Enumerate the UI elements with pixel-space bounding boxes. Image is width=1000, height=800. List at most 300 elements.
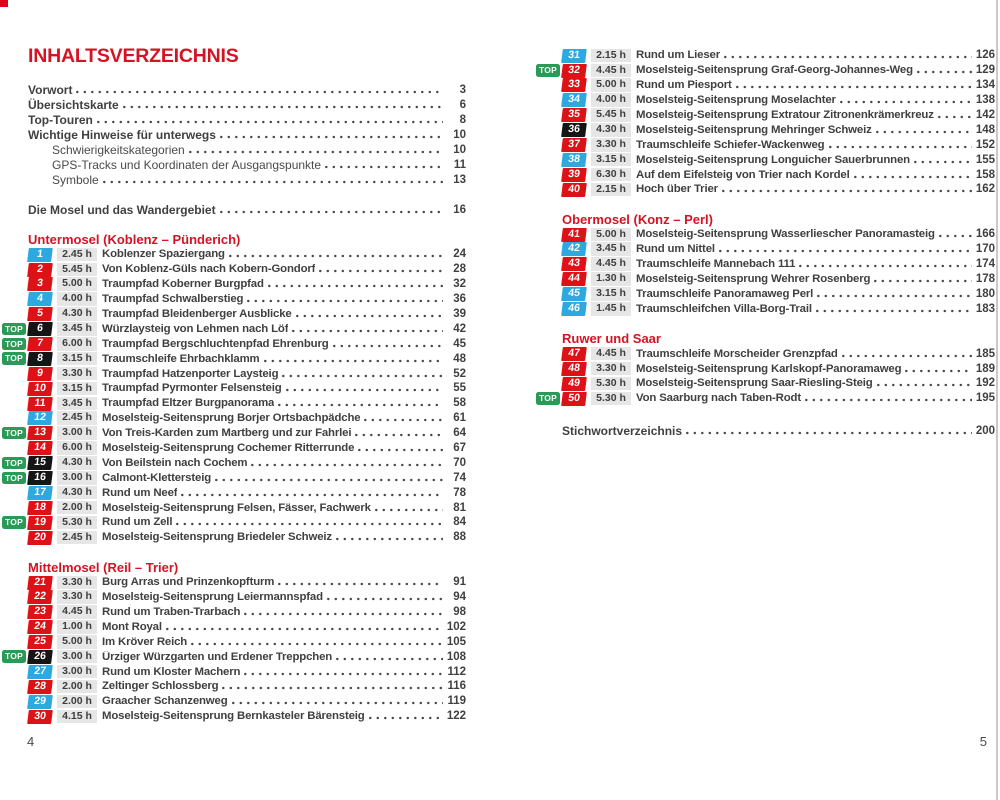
tour-number-badge: 26 <box>27 650 53 664</box>
frontmatter-label: Übersichtskarte <box>28 97 119 112</box>
dot-leader <box>292 329 443 333</box>
tour-title: Auf dem Eifelsteig von Trier nach Kordel <box>636 168 850 181</box>
tour-title: Koblenzer Spaziergang <box>102 248 225 261</box>
left-page-number: 4 <box>27 734 35 749</box>
page-number: 189 <box>975 362 995 375</box>
tour-duration: 5.00 h <box>591 228 631 242</box>
tour-row <box>2 366 466 381</box>
tour-title: Moselsteig-Seitensprung Briedeler Schweiz <box>102 531 332 544</box>
tour-title: Rund um Lieser <box>636 49 720 62</box>
tour-title: Traumpfad Schwalberstieg <box>102 293 244 306</box>
tour-number-badge: 12 <box>27 411 53 425</box>
top-badge-slot <box>2 457 28 470</box>
tour-title: Traumschleifchen Villa-Borg-Trail <box>636 302 812 315</box>
tour-title: Traumschleife Panoramaweg Perl <box>636 287 814 300</box>
frontmatter-label: Top-Touren <box>28 112 93 127</box>
tour-title: Traumpfad Bleidenberger Ausblicke <box>102 308 292 320</box>
tour-row <box>536 48 995 63</box>
page-number: 10 <box>453 143 466 156</box>
dot-leader <box>296 314 443 318</box>
tour-number-badge: 49 <box>561 377 587 391</box>
tour-title: Traumpfad Koberner Burgpfad <box>102 278 264 291</box>
tour-number-badge: 23 <box>27 605 53 619</box>
page-number: 3 <box>459 83 466 96</box>
tour-duration: 4.00 h <box>591 93 631 107</box>
frontmatter-label: Vorwort <box>28 82 73 97</box>
tour-duration: 3.15 h <box>591 153 631 167</box>
dot-leader <box>799 264 972 268</box>
tour-title: Moselsteig-Seitensprung Graf-Georg-Johannes-Weg <box>636 64 913 77</box>
dot-leader <box>191 642 443 646</box>
tour-title: Von Beilstein nach Cochem <box>102 456 248 469</box>
tour-duration: 2.00 h <box>57 501 97 515</box>
frontmatter-label: Symbole <box>52 172 99 187</box>
tour-title: Rund um Nittel <box>636 243 715 256</box>
tour-title: Burg Arras und Prinzenkopfturm <box>102 576 275 589</box>
page-number: 192 <box>975 377 995 390</box>
page-number: 52 <box>453 367 466 380</box>
top-badge: TOP <box>536 64 560 77</box>
tour-number-badge: 22 <box>27 590 53 604</box>
tour-duration: 4.45 h <box>591 64 631 78</box>
tour-row <box>2 709 466 724</box>
page-number: 102 <box>446 620 466 633</box>
tour-title: Traumschleife Mannebach 111 <box>636 258 796 271</box>
page-number: 13 <box>453 173 466 186</box>
page-number: 142 <box>975 109 995 121</box>
toc-entry-row <box>28 112 466 127</box>
tour-duration: 3.00 h <box>57 471 97 485</box>
dot-leader <box>355 433 443 437</box>
tour-row <box>2 485 466 500</box>
tour-title: Moselsteig-Seitensprung Cochemer Ritterrunde <box>102 442 355 455</box>
tour-duration: 3.15 h <box>57 382 97 396</box>
tour-title: Traumpfad Hatzenporter Laysteig <box>102 367 279 380</box>
page-number: 61 <box>453 412 466 425</box>
page-number: 162 <box>975 183 995 196</box>
tour-row <box>2 619 466 634</box>
page-number: 24 <box>453 248 466 261</box>
tour-title: Moselsteig-Seitensprung Wasserliescher Panoramasteig <box>636 228 935 241</box>
backmatter-label: Stichwortverzeichnis <box>562 424 683 439</box>
tour-duration: 4.15 h <box>57 710 97 724</box>
dot-leader <box>282 374 443 378</box>
tour-number-badge: 28 <box>27 680 53 694</box>
tour-duration: 4.00 h <box>57 292 97 306</box>
top-badge-slot <box>2 338 28 351</box>
tour-duration: 6.00 h <box>57 441 97 455</box>
dot-leader <box>76 90 443 94</box>
right-sections <box>536 48 995 406</box>
top-badge: TOP <box>2 352 26 365</box>
top-badge: TOP <box>2 427 26 440</box>
tour-title: Moselsteig-Seitensprung Extratour Zitronenkrämerkreuz <box>636 109 934 121</box>
backmatter-list <box>562 424 995 439</box>
tour-title: Rund um Zell <box>102 516 173 529</box>
page-number: 98 <box>453 606 466 619</box>
dot-leader <box>232 701 443 705</box>
section-heading: Obermosel (Konz – Perl) <box>562 211 713 227</box>
tour-duration: 6.30 h <box>591 168 631 182</box>
toc-entry-row <box>28 97 466 112</box>
page-number: 180 <box>975 287 995 300</box>
tour-number-badge: 13 <box>27 426 53 440</box>
tour-duration: 3.45 h <box>57 397 97 411</box>
tour-row <box>2 530 466 545</box>
tour-row <box>536 376 995 391</box>
page-number: 91 <box>453 576 466 589</box>
tour-duration: 6.00 h <box>57 337 97 351</box>
dot-leader <box>829 145 973 149</box>
tour-title: Zeltinger Schlossberg <box>102 680 219 693</box>
tour-title: Von Treis-Karden zum Martberg und zur Fahrlei <box>102 427 352 440</box>
tour-number-badge: 7 <box>27 337 53 351</box>
page-number: 126 <box>975 49 995 62</box>
tour-number-badge: 10 <box>27 382 53 396</box>
top-badge-slot <box>2 352 28 365</box>
tour-title: Moselsteig-Seitensprung Felsen, Fässer, Fachwerk <box>102 501 371 514</box>
top-badge-slot <box>536 392 562 405</box>
page-number: 88 <box>453 531 466 544</box>
tour-number-badge: 32 <box>561 64 587 78</box>
tour-row <box>536 286 995 301</box>
tour-duration: 4.45 h <box>591 347 631 361</box>
tour-duration: 2.45 h <box>57 248 97 262</box>
tour-duration: 4.45 h <box>57 605 97 619</box>
tour-row <box>536 63 995 78</box>
dot-leader <box>278 403 443 407</box>
page-number: 105 <box>446 635 466 648</box>
tour-title: Traumpfad Pyrmonter Felsensteig <box>102 382 282 395</box>
tour-number-badge: 39 <box>561 168 587 182</box>
tour-row <box>536 242 995 257</box>
page-number: 42 <box>453 322 466 335</box>
toc-entry-row <box>28 82 466 97</box>
tour-duration: 1.45 h <box>591 302 631 316</box>
tour-number-badge: 48 <box>561 362 587 376</box>
frontmatter-label: Wichtige Hinweise für unterwegs <box>28 127 216 142</box>
tour-row <box>2 605 466 620</box>
tour-duration: 5.00 h <box>57 635 97 649</box>
tour-number-badge: 25 <box>27 635 53 649</box>
tour-number-badge: 31 <box>561 49 587 63</box>
tour-duration: 4.45 h <box>591 257 631 271</box>
dot-leader <box>244 612 443 616</box>
dot-leader <box>369 716 443 720</box>
tour-row <box>536 152 995 167</box>
dot-leader <box>876 130 972 134</box>
page-number: 134 <box>975 79 995 92</box>
tour-row <box>536 78 995 93</box>
frontmatter-label: Schwierigkeitskategorien <box>52 142 185 157</box>
tour-number-badge: 17 <box>27 486 53 500</box>
tour-number-badge: 5 <box>27 307 53 321</box>
section-heading: Mittelmosel (Reil – Trier) <box>28 559 179 575</box>
dot-leader <box>166 627 443 631</box>
page-number: 94 <box>453 591 466 604</box>
top-badge: TOP <box>2 472 26 485</box>
dot-leader <box>319 269 443 273</box>
tour-title: Im Kröver Reich <box>102 635 188 648</box>
dot-leader <box>840 100 972 104</box>
page-number: 116 <box>447 680 466 693</box>
tour-title: Traumschleife Morscheider Grenzpfad <box>636 347 838 360</box>
tour-title: Moselsteig-Seitensprung Longuicher Sauerbrunnen <box>636 153 910 166</box>
page-number: 81 <box>453 501 466 514</box>
dot-leader <box>917 70 972 74</box>
tour-row <box>2 694 466 709</box>
dot-leader <box>103 180 443 184</box>
tour-title: Traumschleife Schiefer-Wackenweg <box>636 138 825 151</box>
tour-title: Moselsteig-Seitensprung Bernkasteler Bärensteig <box>102 710 365 723</box>
tour-duration: 3.30 h <box>591 138 631 152</box>
tour-duration: 3.30 h <box>57 576 97 590</box>
tour-duration: 2.00 h <box>57 695 97 709</box>
dot-leader <box>176 522 443 526</box>
page-number: 58 <box>453 397 466 410</box>
tour-number-badge: 3 <box>27 277 53 291</box>
tour-number-badge: 40 <box>561 183 587 197</box>
tour-row <box>2 396 466 411</box>
tour-title: Moselsteig-Seitensprung Wehrer Rosenberg <box>636 273 871 286</box>
tour-title: Hoch über Trier <box>636 183 718 196</box>
dot-leader <box>817 294 972 298</box>
dot-leader <box>736 85 972 89</box>
page-number: 129 <box>975 64 995 77</box>
dot-leader <box>325 165 443 169</box>
dot-leader <box>805 398 972 402</box>
frontmatter-label: Die Mosel und das Wandergebiet <box>28 202 216 217</box>
top-badge-slot <box>2 472 28 485</box>
dot-leader <box>724 55 972 59</box>
section-heading: Ruwer und Saar <box>562 331 661 347</box>
page-number: 67 <box>453 442 466 455</box>
tour-number-badge: 15 <box>27 456 53 470</box>
tour-number-badge: 37 <box>561 138 587 152</box>
toc-entry-row <box>28 172 466 187</box>
dot-leader <box>220 135 443 139</box>
dot-leader <box>229 254 443 258</box>
tour-row <box>2 649 466 664</box>
dot-leader <box>905 369 972 373</box>
tour-number-badge: 36 <box>561 123 587 137</box>
page-number: 32 <box>453 278 466 291</box>
tour-number-badge: 6 <box>27 322 53 336</box>
tour-duration: 2.45 h <box>57 531 97 545</box>
page-number: 10 <box>453 128 466 141</box>
tour-number-badge: 42 <box>561 242 587 256</box>
dot-leader <box>97 120 443 124</box>
tour-number-badge: 8 <box>27 352 53 366</box>
tour-row <box>2 381 466 396</box>
tour-title: Moselsteig-Seitensprung Leiermannspfad <box>102 591 323 604</box>
tour-title: Würzlaysteig von Lehmen nach Löf <box>102 322 289 335</box>
tour-title: Von Koblenz-Güls nach Kobern-Gondorf <box>102 263 316 276</box>
tour-number-badge: 18 <box>27 501 53 515</box>
tour-row <box>536 257 995 272</box>
dot-leader <box>123 105 443 109</box>
page-number: 158 <box>975 168 995 181</box>
toc-entry-row <box>28 127 466 142</box>
tour-title: Rund um Kloster Machern <box>102 665 241 678</box>
tour-number-badge: 1 <box>27 248 53 262</box>
tour-title: Calmont-Klettersteig <box>102 471 212 484</box>
dot-leader <box>189 150 443 154</box>
tour-title: Moselsteig-Seitensprung Borjer Ortsbachpädche <box>102 412 361 425</box>
top-badge-slot <box>2 650 28 663</box>
tour-duration: 5.30 h <box>591 392 631 406</box>
tour-row <box>2 411 466 426</box>
frontmatter-list <box>28 82 466 217</box>
tour-row <box>2 321 466 336</box>
toc-entry-row <box>28 142 466 157</box>
tour-row <box>536 227 995 242</box>
dot-leader <box>842 354 972 358</box>
left-sections <box>2 232 466 724</box>
dot-leader <box>719 249 972 253</box>
tour-row <box>2 277 466 292</box>
tour-row <box>2 292 466 307</box>
tour-row <box>536 346 995 361</box>
toc-entry-row <box>28 157 466 172</box>
tour-row <box>2 664 466 679</box>
dot-leader <box>336 657 443 661</box>
tour-row <box>536 122 995 137</box>
page-number: 112 <box>447 665 466 678</box>
tour-title: Moselsteig-Seitensprung Moselachter <box>636 94 836 107</box>
left-page-column <box>2 0 466 724</box>
page-number: 74 <box>453 471 466 484</box>
tour-duration: 4.30 h <box>591 123 631 137</box>
tour-title: Von Saarburg nach Taben-Rodt <box>636 392 801 405</box>
tour-number-badge: 19 <box>27 516 53 530</box>
page-number: 78 <box>453 486 466 499</box>
page-number: 70 <box>453 456 466 469</box>
tour-title: Mont Royal <box>102 620 162 633</box>
tour-duration: 3.45 h <box>591 242 631 256</box>
tour-number-badge: 24 <box>27 620 53 634</box>
tour-row <box>2 455 466 470</box>
tour-duration: 3.45 h <box>57 322 97 336</box>
tour-row <box>536 137 995 152</box>
tour-number-badge: 38 <box>561 153 587 167</box>
tour-duration: 1.00 h <box>57 620 97 634</box>
dot-leader <box>854 175 972 179</box>
top-badge: TOP <box>2 650 26 663</box>
page-number: 45 <box>453 337 466 350</box>
tour-row <box>2 247 466 262</box>
page-title: INHALTSVERZEICHNIS <box>28 45 239 67</box>
tour-row <box>2 590 466 605</box>
toc-entry-row <box>28 202 466 217</box>
top-badge: TOP <box>2 457 26 470</box>
tour-title: Traumpfad Eltzer Burgpanorama <box>102 397 275 410</box>
tour-duration: 2.15 h <box>591 183 631 197</box>
page-number: 64 <box>453 427 466 440</box>
top-badge-slot <box>2 427 28 440</box>
tour-row <box>536 272 995 287</box>
tour-number-badge: 11 <box>27 397 53 411</box>
top-badge: TOP <box>2 516 26 529</box>
tour-duration: 2.00 h <box>57 680 97 694</box>
dot-leader <box>264 359 443 363</box>
dot-leader <box>938 115 972 119</box>
tour-duration: 5.45 h <box>591 108 631 122</box>
page-number: 183 <box>975 302 995 315</box>
tour-number-badge: 33 <box>561 78 587 92</box>
top-badge-slot <box>2 516 28 529</box>
page-number: 39 <box>453 308 466 320</box>
tour-duration: 5.45 h <box>57 263 97 277</box>
section-heading: Untermosel (Koblenz – Pünderich) <box>28 232 241 247</box>
top-badge: TOP <box>536 392 560 405</box>
page-number: 6 <box>459 98 466 111</box>
tour-number-badge: 4 <box>27 292 53 306</box>
dot-leader <box>686 431 972 435</box>
tour-row <box>2 515 466 530</box>
tour-duration: 2.45 h <box>57 411 97 425</box>
tour-duration: 3.30 h <box>57 590 97 604</box>
page-edge-line <box>996 0 998 800</box>
tour-row <box>2 262 466 277</box>
dot-leader <box>215 478 443 482</box>
tour-row <box>536 301 995 316</box>
page-number: 28 <box>453 263 466 276</box>
dot-leader <box>364 418 443 422</box>
tour-title: Moselsteig-Seitensprung Mehringer Schweiz <box>636 123 872 136</box>
tour-number-badge: 50 <box>561 392 587 406</box>
tour-title: Graacher Schanzenweg <box>102 695 228 708</box>
page-number: 11 <box>453 158 466 171</box>
dot-leader <box>358 448 443 452</box>
tour-row <box>536 361 995 376</box>
tour-title: Rund um Piesport <box>636 79 732 92</box>
page-number: 152 <box>975 138 995 151</box>
tour-row <box>536 391 995 406</box>
dot-leader <box>375 508 443 512</box>
page-number: 166 <box>975 228 995 241</box>
tour-row <box>2 351 466 366</box>
dot-leader <box>247 299 443 303</box>
tour-number-badge: 47 <box>561 347 587 361</box>
page-number: 48 <box>453 352 466 365</box>
dot-leader <box>268 284 443 288</box>
tour-duration: 5.30 h <box>591 377 631 391</box>
tour-title: Rund um Traben-Trarbach <box>102 606 241 619</box>
tour-row <box>2 679 466 694</box>
dot-leader <box>251 463 443 467</box>
tour-number-badge: 45 <box>561 287 587 301</box>
tour-title: Rund um Neef <box>102 486 178 499</box>
tour-duration: 1.30 h <box>591 272 631 286</box>
tour-title: Ürziger Würzgarten und Erdener Treppchen <box>102 650 333 663</box>
tour-number-badge: 27 <box>27 665 53 679</box>
tour-duration: 2.15 h <box>591 49 631 63</box>
page-number: 84 <box>453 516 466 529</box>
page-number: 122 <box>446 710 466 723</box>
tour-row <box>536 108 995 123</box>
dot-leader <box>220 210 443 214</box>
dot-leader <box>722 189 972 193</box>
tour-duration: 3.30 h <box>57 367 97 381</box>
tour-row <box>2 575 466 590</box>
tour-number-badge: 34 <box>561 93 587 107</box>
tour-row <box>2 426 466 441</box>
page-number: 170 <box>975 243 995 256</box>
page-number: 8 <box>459 113 466 126</box>
dot-leader <box>336 537 443 541</box>
page-number: 200 <box>975 425 995 438</box>
